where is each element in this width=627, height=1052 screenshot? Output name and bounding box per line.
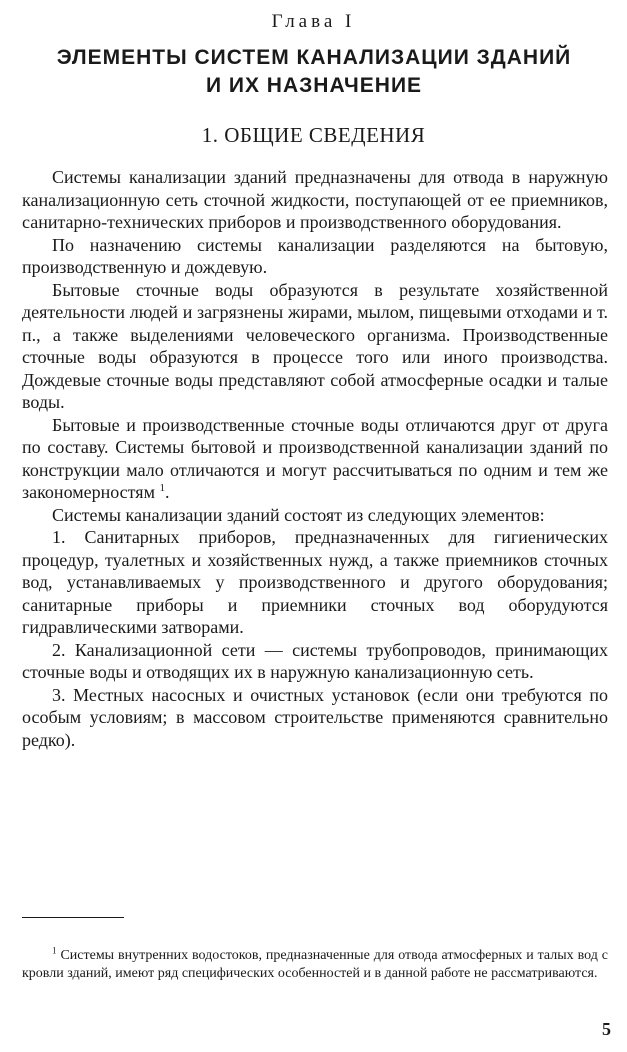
section-title: 1. ОБЩИЕ СВЕДЕНИЯ — [201, 123, 426, 147]
list-item-2: 2. Канализационной сети — системы трубопроводов, принимающих сточные воды и отводящих их в наружную канализационную сеть. — [22, 639, 608, 682]
paragraph-4-end: . — [164, 482, 170, 502]
body-text — [22, 166, 608, 751]
footnote — [22, 947, 608, 983]
chapter-title-line-1: ЭЛЕМЕНТЫ СИСТЕМ КАНАЛИЗАЦИИ ЗДАНИЙ — [56, 46, 572, 69]
footnote-divider — [22, 917, 124, 918]
list-item-1: 1. Санитарных приборов, предназначенных для гигиенических процедур, туалетных и хозяйственных нужд, а также приемников сточных вод, устанавливаемых у производственного и другого оборудования; санитарные приборы и приемники сточных вод оборудуются гидравлическими затворами. — [22, 527, 608, 637]
paragraph-3: Бытовые сточные воды образуются в результате хозяйственной деятельности людей и загрязнены жирами, мылом, пищевыми отходами и т. п., а также выделениями человеческого организма. Производственные сточные воды образуются в процессе того или иного производства. Дождевые сточные воды представляют собой атмосферные осадки и талые воды. — [22, 279, 608, 412]
paragraph-2: По назначению системы канализации разделяются на бытовую, производственную и дождевую. — [22, 234, 608, 277]
paragraph-4-text: Бытовые и производственные сточные воды отличаются друг от друга по составу. Системы бытовой и производственной канализации зданий по конструкции мало отличаются и могут рассчитываться по одним и тем же закономерностям — [22, 414, 608, 502]
chapter-label: Глава I — [271, 11, 356, 32]
chapter-title — [14, 44, 614, 100]
page-number: 5 — [602, 1019, 611, 1039]
paragraph-4 — [22, 414, 608, 504]
list-item-3: 3. Местных насосных и очистных установок (если они требуются по особым условиям; в массовом строительстве применяются сравнительно редко). — [22, 684, 608, 750]
chapter-title-line-2: И ИХ НАЗНАЧЕНИЕ — [205, 74, 423, 97]
paragraph-5: Системы канализации зданий состоят из следующих элементов: — [52, 504, 545, 525]
footnote-reference[interactable]: 1 — [159, 482, 165, 494]
paragraph-1: Системы канализации зданий предназначены для отвода в наружную канализационную сеть сточной жидкости, поступающей от ее приемников, санитарно-технических приборов и производственного оборудования. — [22, 167, 608, 232]
footnote-marker: 1 — [52, 945, 57, 956]
footnote-text: Системы внутренних водостоков, предназначенные для отвода атмосферных и талых вод с кровли зданий, имеют ряд специфических особенностей и в данной работе не рассматриваются. — [22, 948, 608, 981]
